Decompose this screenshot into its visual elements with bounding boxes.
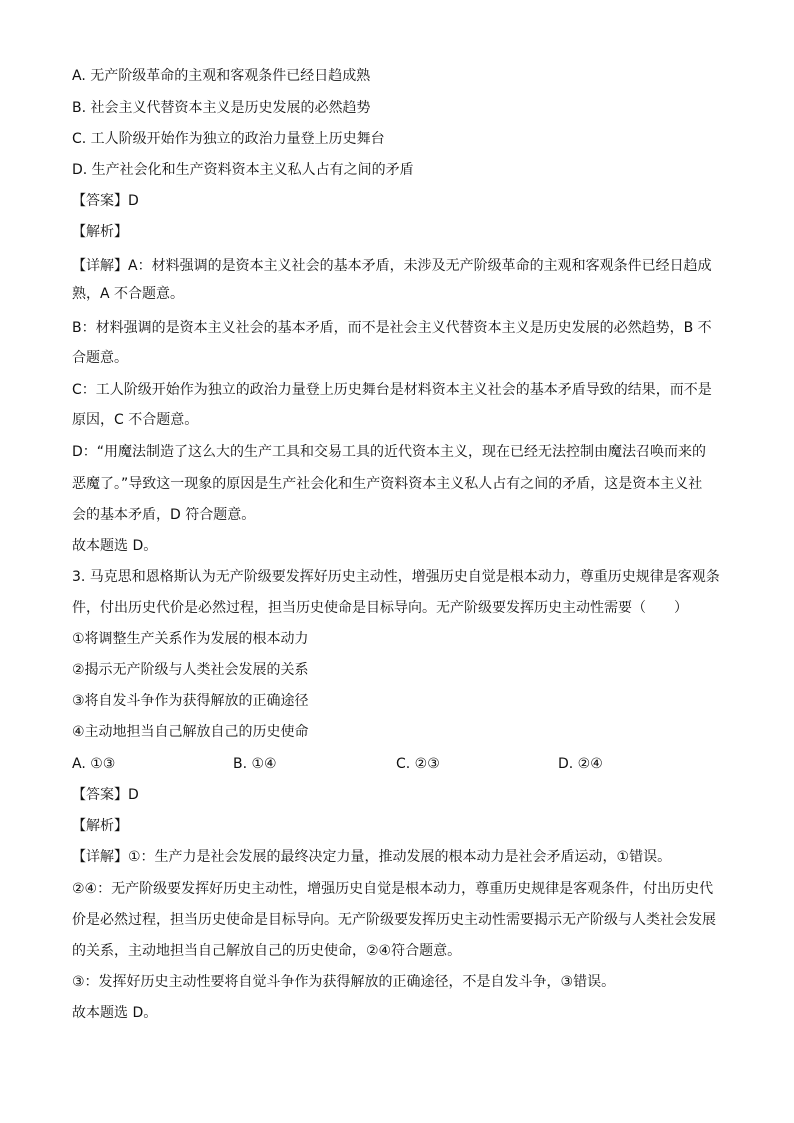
q2-detail-line: B：材料强调的是资本主义社会的基本矛盾，而不是社会主义代替资本主义是历史发展的必然趋势，B 不 (72, 320, 712, 336)
q2-analysis-label: 【解析】 (72, 224, 128, 240)
q3-detail-line: ③：发挥好历史主动性要将自觉斗争作为获得解放的正确途径，不是自发斗争，③错误。 (72, 974, 616, 990)
q3-stem-line: 3. 马克思和恩格斯认为无产阶级要发挥好历史主动性，增强历史自觉是根本动力，尊重历史规律是客观条 (72, 569, 720, 585)
q2-detail-line: D：“用魔法制造了这么大的生产工具和交易工具的近代资本主义，现在已经无法控制由魔法召唤而来的 (72, 444, 707, 460)
q2-answer: 【答案】D (72, 193, 139, 209)
q2-option-a: A. 无产阶级革命的主观和客观条件已经日趋成熟 (72, 68, 371, 84)
q2-detail-line: C：工人阶级开始作为独立的政治力量登上历史舞台是材料资本主义社会的基本矛盾导致的结果，而不是 (72, 382, 712, 398)
q3-option-a: A. ①③ (72, 756, 116, 772)
q3-statement-3: ③将自发斗争作为获得解放的正确途径 (72, 693, 309, 709)
q2-detail-line: 【详解】A：材料强调的是资本主义社会的基本矛盾，未涉及无产阶级革命的主观和客观条件已经日趋成 (72, 258, 712, 274)
q3-option-b: B. ①④ (233, 756, 277, 772)
q3-detail-line: 的关系，主动地担当自己解放自己的历史使命，②④符合题意。 (72, 943, 462, 959)
q3-option-d: D. ②④ (558, 756, 603, 772)
q3-statement-1: ①将调整生产关系作为发展的根本动力 (72, 631, 309, 647)
q3-answer: 【答案】D (72, 787, 139, 803)
q2-detail-line: 熟，A 不合题意。 (72, 286, 185, 302)
q2-option-b: B. 社会主义代替资本主义是历史发展的必然趋势 (72, 100, 371, 116)
q3-conclusion: 故本题选 D。 (72, 1005, 158, 1021)
q3-stem-line: 件，付出历史代价是必然过程，担当历史使命是目标导向。无产阶级要发挥历史主动性需要（ ） (72, 600, 688, 616)
q2-detail-line: 会的基本矛盾，D 符合题意。 (72, 507, 256, 523)
q3-detail-line: 价是必然过程，担当历史使命是目标导向。无产阶级要发挥历史主动性需要揭示无产阶级与人类社会发展 (72, 912, 716, 928)
q2-detail-line: 原因，C 不合题意。 (72, 412, 199, 428)
q3-option-c: C. ②③ (396, 756, 440, 772)
q3-statement-4: ④主动地担当自己解放自己的历史使命 (72, 724, 309, 740)
q2-option-d: D. 生产社会化和生产资料资本主义私人占有之间的矛盾 (72, 162, 414, 178)
q2-detail-line: 恶魔了。”导致这一现象的原因是生产社会化和生产资料资本主义私人占有之间的矛盾，这是资本主义社 (72, 476, 703, 492)
q2-conclusion: 故本题选 D。 (72, 538, 158, 554)
q3-detail-line: ②④：无产阶级要发挥好历史主动性，增强历史自觉是根本动力，尊重历史规律是客观条件，付出历史代 (72, 881, 714, 897)
q3-statement-2: ②揭示无产阶级与人类社会发展的关系 (72, 662, 309, 678)
q2-option-c: C. 工人阶级开始作为独立的政治力量登上历史舞台 (72, 131, 385, 147)
q3-analysis-label: 【解析】 (72, 818, 128, 834)
q2-detail-line: 合题意。 (72, 350, 128, 366)
q3-detail-line: 【详解】①：生产力是社会发展的最终决定力量，推动发展的根本动力是社会矛盾运动，①错误。 (72, 849, 672, 865)
